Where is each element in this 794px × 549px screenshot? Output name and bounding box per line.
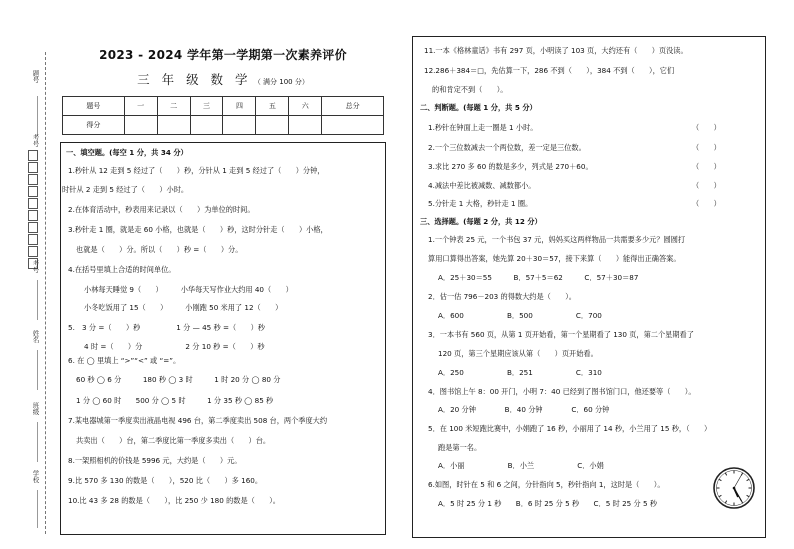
judge-bracket[interactable]: （ ） <box>692 123 721 132</box>
binding-dashed-line <box>45 52 46 534</box>
choice-options: A．250 B．251 C．310 <box>438 368 602 377</box>
exam-title: 2023 - 2024 学年第一学期第一次素养评价 <box>99 48 347 62</box>
score-input-row <box>63 116 384 135</box>
question-line: 11.一本《格林童话》书有 297 页，小明读了 103 页，大约还有（ ）页没读。 <box>424 46 688 55</box>
question-line: 7.某电器城第一季度卖出液晶电视 496 台，第二季度卖出 508 台，两个季度大约 <box>68 416 328 425</box>
choice-line: 1.一个钟表 25 元，一个书包 37 元，妈妈买这两样物品一共需要多少元？圆圆打 <box>428 235 686 244</box>
question-line: 1 分 ◯ 60 时 500 分 ◯ 5 时 1 分 35 秒 ◯ 85 秒 <box>76 396 274 405</box>
question-line: 小林每天睡觉 9（ ） 小华每天写作业大约用 40（ ） <box>84 285 293 294</box>
score-header-row <box>63 97 384 116</box>
question-line: 4 时 =（ ）分 2 分 10 秒 =（ ）秒 <box>84 342 265 351</box>
score-cell[interactable] <box>124 116 157 135</box>
judge-bracket[interactable]: （ ） <box>692 162 721 171</box>
score-header-cell: 六 <box>289 97 322 116</box>
judge-item: 3.求比 270 多 60 的数是多少，列式是 270＋60。 <box>428 162 593 171</box>
judge-bracket[interactable]: （ ） <box>692 181 721 190</box>
question-line: 2.在体育活动中，秒表用来记录以（ ）为单位的时间。 <box>68 205 255 214</box>
full-score: （ 满分 100 分） <box>253 78 309 86</box>
binding-blank <box>37 350 38 390</box>
score-table <box>62 96 384 135</box>
judge-bracket[interactable]: （ ） <box>692 199 721 208</box>
choice-options: A．600 B．500 C．700 <box>438 311 602 320</box>
binding-blank <box>37 96 38 136</box>
score-header-cell: 总分 <box>322 97 384 116</box>
question-line: 5. 3 分 =（ ）秒 1 分 — 45 秒 =（ ）秒 <box>68 323 265 332</box>
score-header-cell: 五 <box>256 97 289 116</box>
binding-label-2: 考号 <box>31 134 40 147</box>
question-line: 小冬吃饭用了 15（ ） 小刚跑 50 米用了 12（ ） <box>84 303 283 312</box>
choice-options: A．小丽 B．小兰 C．小娟 <box>438 461 604 470</box>
choice-line: 6.如图，时针在 5 和 6 之间，分针指向 5，秒针指向 1，这时是（ ）。 <box>428 480 665 489</box>
score-cell[interactable] <box>256 116 289 135</box>
exam-subject <box>60 74 386 87</box>
score-cell[interactable] <box>223 116 256 135</box>
binding-label-4: 姓名 <box>31 330 40 343</box>
binding-blank <box>37 422 38 462</box>
section1-heading: 一、填空题。(每空 1 分，共 34 分） <box>66 148 188 157</box>
question-line: 也就是（ ）分。所以（ ）秒 =（ ）分。 <box>76 245 243 254</box>
score-header-cell: 二 <box>157 97 190 116</box>
score-cell[interactable] <box>190 116 223 135</box>
judge-item: 1.秒针在钟面上走一圈是 1 小时。 <box>428 123 538 132</box>
subject-name: 三 年 级 数 学 <box>137 72 252 87</box>
question-line: 60 秒 ◯ 6 分 180 秒 ◯ 3 时 1 时 20 分 ◯ 80 分 <box>76 375 281 384</box>
binding-margin <box>0 0 58 549</box>
question-line: 8.一架照相机的价钱是 5996 元，大约是（ ）元。 <box>68 456 242 465</box>
score-header-cell: 三 <box>190 97 223 116</box>
score-row-label: 得分 <box>63 116 125 135</box>
question-line: 3.秒针走 1 圈，就是走 60 小格，也就是（ ）秒，这时分针走（ ）小格， <box>68 225 328 234</box>
question-line: 10.比 43 多 28 的数是（ ），比 250 少 180 的数是（ ）。 <box>68 496 280 505</box>
score-cell[interactable] <box>289 116 322 135</box>
choice-options: A．20 分钟 B．40 分钟 C．60 分钟 <box>438 405 610 414</box>
binding-blank <box>37 280 38 320</box>
question-line: 9.比 570 多 130 的数是（ ），520 比（ ）多 160。 <box>68 476 263 485</box>
score-cell[interactable] <box>322 116 384 135</box>
binding-blank <box>37 490 38 528</box>
section3-heading: 三、选择题。(每题 2 分，共 12 分） <box>420 217 542 226</box>
choice-options: A．5 时 25 分 1 秒 B．6 时 25 分 5 秒 C．5 时 25 分 5 秒 <box>438 499 658 508</box>
choice-line: 2．估一估 796－203 的得数大约是（ ）。 <box>428 292 576 301</box>
question-line: 12.286＋384＝□，先估算一下，286 不到（ ），384 不到（ ），它们 <box>424 66 675 75</box>
binding-label-5: 班级 <box>31 402 40 415</box>
judge-item: 2.一个三位数减去一个两位数，差一定是三位数。 <box>428 143 586 152</box>
score-cell[interactable] <box>157 116 190 135</box>
binding-label-6: 学校 <box>31 470 40 483</box>
question-line: 6. 在 ◯ 里填上 “>”“<” 或 “=”。 <box>68 356 181 365</box>
clock-face-icon <box>712 466 756 510</box>
choice-line: 5．在 100 米短跑比赛中，小娟跑了 16 秒，小丽用了 14 秒，小兰用了 15 秒，（ ） <box>428 424 712 433</box>
choice-line: 4．图书馆上午 8：00 开门，小明 7：40 已经到了图书馆门口，他还要等（ ）。 <box>428 387 696 396</box>
question-line: 1.秒针从 12 走到 5 经过了（ ）秒，分针从 1 走到 5 经过了（ ）分钟， <box>68 166 325 175</box>
judge-item: 4.减法中差比被减数、减数都小。 <box>428 181 536 190</box>
exam-number-boxes <box>28 150 40 270</box>
question-line: 时针从 2 走到 5 经过了（ ）小时。 <box>62 185 189 194</box>
binding-label-1: 题号 <box>31 70 40 83</box>
judge-item: 5.分针走 1 大格，秒针走 1 圈。 <box>428 199 533 208</box>
binding-label-3: 考号 <box>31 260 40 273</box>
score-header-cell: 题号 <box>63 97 125 116</box>
score-header-cell: 一 <box>124 97 157 116</box>
choice-line: 跑是第一名。 <box>438 443 482 452</box>
choice-line: 算用口算得出答案，她先算 20＋30＝57，接下来算（ ）能得出正确答案。 <box>428 254 681 263</box>
score-header-cell: 四 <box>223 97 256 116</box>
judge-bracket[interactable]: （ ） <box>692 143 721 152</box>
choice-options: A．25＋30＝55 B．57＋5＝62 C．57＋30＝87 <box>438 273 639 282</box>
question-line: 4.在括号里填上合适的时间单位。 <box>68 265 176 274</box>
choice-line: 3．一本书有 560 页，从第 1 页开始看，第一个星期看了 130 页，第二个星期看了 <box>428 330 694 339</box>
choice-line: 120 页，第三个星期应该从第（ ）页开始看。 <box>438 349 598 358</box>
question-line: 共卖出（ ）台，第二季度比第一季度多卖出（ ）台。 <box>76 436 271 445</box>
question-line: 的和肯定不到（ ）。 <box>432 85 508 94</box>
section2-heading: 二、判断题。(每题 1 分，共 5 分） <box>420 103 537 112</box>
